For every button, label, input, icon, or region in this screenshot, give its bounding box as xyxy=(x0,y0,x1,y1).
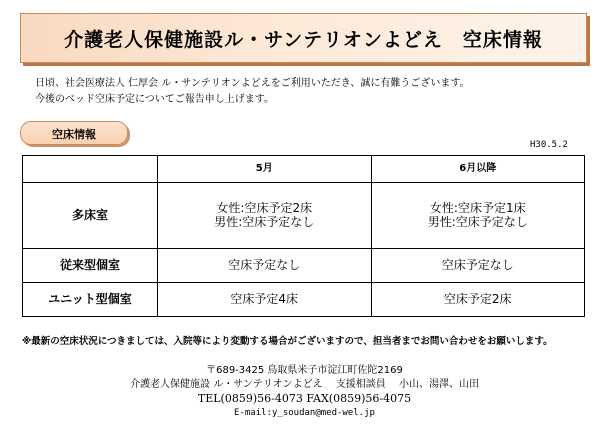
cell-line: 空床予定2床 xyxy=(443,292,512,307)
table-header-corner xyxy=(23,156,158,183)
footer-email: E-mail:y_soudan@med-wel.jp xyxy=(234,408,375,418)
intro-text xyxy=(35,76,470,108)
cell-private-room-june xyxy=(371,248,585,282)
title-banner xyxy=(20,13,587,63)
cell-line: 男性:空床予定なし xyxy=(214,215,315,230)
table-row xyxy=(23,248,585,282)
cell-line: 女性:空床予定2床 xyxy=(216,201,313,216)
availability-table xyxy=(22,155,585,317)
intro-line-1: 日頃、社会医療法人 仁厚会 ル・サンテリオンよどえをご利用いただき、誠に有難うございます。 xyxy=(35,78,470,89)
cell-line: 空床予定なし xyxy=(228,258,301,273)
cell-unit-room-may xyxy=(158,282,372,316)
row-label-unit-room: ユニット型個室 xyxy=(23,282,158,316)
cell-unit-room-june xyxy=(371,282,585,316)
intro-line-2: 今後のベッド空床予定についてご報告申し上げます。 xyxy=(35,94,274,105)
cell-line: 男性:空床予定なし xyxy=(427,215,528,230)
footer-tel-fax: TEL(0859)56-4073 FAX(0859)56-4075 xyxy=(197,392,412,405)
cell-private-room-may xyxy=(158,248,372,282)
cell-multi-bed-june xyxy=(371,183,585,249)
cell-multi-bed-may xyxy=(158,183,372,249)
table-header-june: 6月以降 xyxy=(371,156,585,183)
disclaimer-note: ※最新の空床状況につきましては、入院等により変動する場合がございますので、担当者までお問い合わせをお願いします。 xyxy=(22,336,553,347)
row-label-multi-bed: 多床室 xyxy=(23,183,158,249)
page-title: 介護老人保健施設ル・サンテリオンよどえ 空床情報 xyxy=(64,29,543,51)
table-row xyxy=(23,183,585,249)
table-row xyxy=(23,282,585,316)
table-header-row xyxy=(23,156,585,183)
report-date: H30.5.2 xyxy=(530,140,568,150)
cell-line: 空床予定なし xyxy=(441,258,514,273)
table-header-may: 5月 xyxy=(158,156,372,183)
section-tab xyxy=(20,121,128,145)
row-label-private-room: 従来型個室 xyxy=(23,248,158,282)
footer-address: 〒689-3425 鳥取県米子市淀江町佐陀2169 xyxy=(206,365,403,376)
section-tab-label: 空床情報 xyxy=(52,128,96,141)
footer-facility: 介護老人保健施設 ル・サンテリオンよどえ 支援相談員 小山、湯澤、山田 xyxy=(130,379,479,390)
contact-footer xyxy=(0,364,609,420)
cell-line: 女性:空床予定1床 xyxy=(429,201,526,216)
cell-line: 空床予定4床 xyxy=(230,292,299,307)
